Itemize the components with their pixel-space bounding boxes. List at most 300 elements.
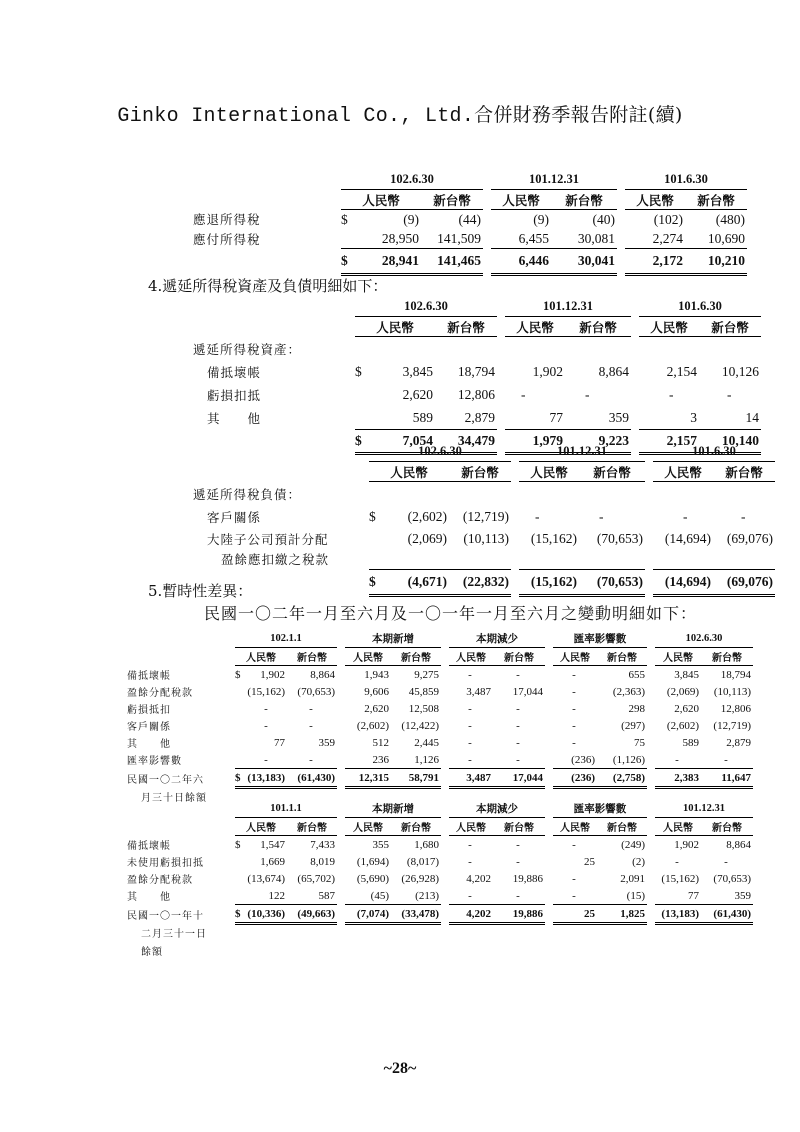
currency-header: 人民幣 [449,648,493,666]
cell-value: 2,620 [364,702,389,715]
total-value: 141,465 [421,249,483,275]
dollar-sign: $ [369,509,376,524]
cell-value: (9) [403,211,419,227]
table-row [127,870,753,887]
total-row [127,905,753,924]
section-5-heading: 5.暫時性差異： [148,582,253,600]
row-label: 未使用虧損扣抵 [127,858,204,869]
currency-header: 人民幣 [505,317,565,337]
row-label: 備抵壞帳 [127,840,171,852]
row-label: 大陸子公司預計分配 [207,532,329,547]
total-value: 2,383 [655,769,701,788]
cell-value: - [727,387,732,402]
cell-value: 355 [372,838,389,851]
dollar-sign: $ [235,905,247,924]
cell-value: (70,653) [713,872,751,885]
group-label: 遞延所得稅資產： [193,341,302,357]
row-label: 虧損抵扣 [127,705,171,716]
cell-value: (2,602) [666,719,699,732]
total-value: 17,044 [493,769,545,788]
currency-header: 人民幣 [235,818,287,836]
cell-value: 19,886 [512,872,543,885]
table-row [193,229,747,249]
currency-header: 新台幣 [579,462,645,482]
row-label: 盈餘應扣繳之稅款 [221,552,330,568]
total-label: 二月三十一日 [141,929,207,941]
cell-value: 18,794 [457,364,495,379]
cell-value: - [572,685,576,698]
cell-value: 30,081 [551,229,617,249]
deferred-tax-liabilities-table [193,442,775,597]
currency-header: 新台幣 [391,818,441,836]
cell-value: (2,363) [612,685,645,698]
cell-value: (12,719) [713,719,751,732]
cell-value: (2,602) [407,509,447,524]
group-header: 本期新增 [345,800,441,818]
total-value: (7,074) [345,905,391,924]
table-row [193,550,775,570]
table-row [193,210,747,230]
total-value: 11,647 [701,769,753,788]
cell-value: 3 [639,407,699,430]
group-header: 本期減少 [449,800,545,818]
cell-value: (70,653) [297,685,335,698]
cell-value: 2,620 [674,702,699,715]
cell-value: - [493,887,545,905]
cell-value: 655 [628,668,645,681]
cell-value: 2,620 [402,387,433,402]
temporary-differences-table-102 [127,630,753,806]
cell-value: 77 [655,887,701,905]
period-header: 102.6.30 [369,442,511,462]
cell-value: - [449,887,493,905]
currency-header-row [193,190,747,210]
cell-value: (70,653) [596,531,643,546]
table-row [193,506,775,529]
total-row [127,769,753,788]
currency-header: 新台幣 [287,648,337,666]
currency-header: 人民幣 [345,818,391,836]
cell-value: - [553,887,597,905]
table-row [127,887,753,905]
table-row [193,529,775,550]
table-row [127,666,753,684]
cell-value: (2,069) [666,685,699,698]
currency-header: 新台幣 [685,190,747,210]
cell-value: - [516,838,520,851]
cell-value: 77 [505,407,565,430]
row-label: 備抵壞帳 [127,670,171,682]
currency-header: 新台幣 [597,648,647,666]
currency-header: 新台幣 [701,648,753,666]
cell-value: - [701,751,753,769]
row-label: 其 他 [127,739,171,750]
cell-value: - [599,509,604,524]
period-header-row [193,297,761,317]
group-header: 匯率影響數 [553,630,647,648]
total-value: (61,430) [287,769,337,788]
cell-value: 589 [682,736,699,749]
total-label: 民國一〇一年十 [127,910,204,922]
total-value: 7,054 [367,430,435,454]
total-value: (15,162) [519,569,579,595]
cell-value: - [572,702,576,715]
currency-header: 新台幣 [421,190,483,210]
currency-header: 人民幣 [639,317,699,337]
cell-value: 12,806 [720,702,751,715]
currency-header: 新台幣 [493,648,545,666]
cell-value: (2) [632,855,645,868]
total-value: (14,694) [653,569,713,595]
cell-value: 12,508 [408,702,439,715]
group-header: 102.1.1 [235,630,337,648]
currency-header: 新台幣 [597,818,647,836]
row-label: 盈餘分配稅款 [127,875,193,886]
currency-header: 人民幣 [341,190,421,210]
cell-value: 2,879 [435,407,497,430]
cell-value: - [468,838,472,851]
cell-value: 7,433 [310,838,335,851]
total-value: 4,202 [449,905,493,924]
cell-value: (44) [458,211,481,227]
total-value: (2,758) [597,769,647,788]
total-value: 2,172 [625,249,685,275]
cell-value: 1,902 [532,364,563,379]
cell-value: 359 [701,887,753,905]
cell-value: - [675,855,679,868]
currency-header: 人民幣 [491,190,551,210]
currency-header-row [127,648,753,666]
cell-value: 141,509 [421,229,483,249]
cell-value: - [468,668,472,681]
cell-value: - [264,719,268,732]
total-value: (236) [553,769,597,788]
title-chinese: 合併財務季報告附註(續) [474,104,683,126]
cell-value: 17,044 [512,685,543,698]
cell-value: - [247,751,287,769]
cell-value: (12,719) [462,509,509,524]
currency-header: 人民幣 [655,648,701,666]
period-header-row [193,170,747,190]
cell-value: - [572,719,576,732]
total-value: (69,076) [713,569,775,595]
period-header-row [193,442,775,462]
currency-header: 人民幣 [369,462,449,482]
cell-value: (1,694) [356,855,389,868]
total-value: 3,487 [449,769,493,788]
total-row [193,569,775,595]
group-header: 101.1.1 [235,800,337,818]
cell-value: 512 [372,736,389,749]
period-header: 101.6.30 [639,297,761,317]
cell-value: - [516,736,520,749]
cell-value: 2,879 [726,736,751,749]
cell-value: (236) [553,751,597,769]
total-value: (33,478) [391,905,441,924]
row-label: 其 他 [207,411,262,426]
deferred-tax-assets-table [193,297,761,455]
cell-value: - [264,702,268,715]
cell-value: - [516,702,520,715]
cell-value: (14,694) [664,531,711,546]
cell-value: 9,606 [364,685,389,698]
period-header: 102.6.30 [341,170,483,190]
cell-value: 1,680 [414,838,439,851]
dollar-sign: $ [355,364,362,379]
cell-value: 3,845 [402,364,433,379]
currency-header: 人民幣 [355,317,435,337]
cell-value: 1,547 [260,838,285,851]
dollar-sign: $ [235,838,241,851]
total-label-row [127,942,753,959]
title-english: Ginko International Co., Ltd. [117,105,475,128]
row-label: 應付所得稅 [193,231,261,247]
cell-value: (9) [533,211,549,227]
period-header: 101.6.30 [625,170,747,190]
cell-value: - [493,751,545,769]
total-value: 30,041 [551,249,617,275]
row-label: 應退所得稅 [193,212,261,228]
total-value: 34,479 [435,430,497,454]
currency-header: 人民幣 [625,190,685,210]
cell-value: 2,091 [620,872,645,885]
cell-value: 45,859 [408,685,439,698]
total-value: (22,832) [449,569,511,595]
cell-value: 10,126 [721,364,759,379]
table-row [193,361,761,384]
dollar-sign: $ [341,211,348,227]
total-value: 1,979 [505,430,565,454]
group-header: 102.6.30 [655,630,753,648]
cell-value: 1,943 [364,668,389,681]
cell-value: (12,422) [401,719,439,732]
row-label: 備抵壞帳 [207,365,262,380]
cell-value: - [683,509,688,524]
total-value: (10,336) [247,905,287,924]
cell-value: - [585,387,590,402]
total-label-row [127,924,753,943]
total-value: 19,886 [493,905,545,924]
row-label: 盈餘分配稅款 [127,688,193,699]
group-label-row [193,337,761,361]
total-label: 月三十日餘額 [141,793,207,805]
table-row [127,700,753,717]
period-header: 102.6.30 [355,297,497,317]
row-label: 客戶關係 [207,510,262,525]
cell-value: 14 [699,407,761,430]
cell-value: 1,669 [260,855,285,868]
table-row [127,734,753,751]
cell-value: 8,864 [726,838,751,851]
dollar-sign: $ [341,249,353,275]
cell-value: 2,154 [666,364,697,379]
cell-value: - [309,719,313,732]
cell-value: 8,019 [310,855,335,868]
total-value: 58,791 [391,769,441,788]
cell-value: 25 [584,855,595,868]
currency-header: 人民幣 [235,648,287,666]
cell-value: (297) [621,719,645,732]
cell-value: 12,806 [457,387,495,402]
cell-value: 122 [247,887,287,905]
currency-header: 新台幣 [391,648,441,666]
total-value: 2,157 [639,430,699,454]
currency-header: 新台幣 [699,317,761,337]
currency-header: 新台幣 [493,818,545,836]
cell-value: - [516,668,520,681]
currency-header: 人民幣 [553,648,597,666]
total-value: 6,446 [491,249,551,275]
total-value: 9,223 [565,430,631,454]
currency-header: 新台幣 [449,462,511,482]
cell-value: (65,702) [297,872,335,885]
currency-header: 人民幣 [553,818,597,836]
total-value: (13,183) [247,769,287,788]
cell-value: - [516,855,520,868]
period-header: 101.6.30 [653,442,775,462]
table-row [127,751,753,769]
cell-value: (102) [653,211,683,227]
income-tax-table [193,170,747,276]
cell-value: - [449,751,493,769]
cell-value: - [516,719,520,732]
cell-value: 9,275 [414,668,439,681]
total-value: (13,183) [655,905,701,924]
group-header-row [127,800,753,818]
cell-value: 589 [367,407,435,430]
total-label: 餘額 [141,947,163,958]
cell-value: 4,202 [466,872,491,885]
cell-value: (13,674) [247,872,285,885]
total-value: (49,663) [287,905,337,924]
dollar-sign: $ [235,769,247,788]
row-label: 其 他 [127,892,171,904]
total-value: (61,430) [701,905,753,924]
cell-value: (15,162) [530,531,577,546]
total-value: 12,315 [345,769,391,788]
period-header: 101.12.31 [519,442,645,462]
temporary-differences-table-101 [127,800,753,959]
currency-header: 新台幣 [713,462,775,482]
cell-value: (10,113) [713,685,751,698]
cell-value: 8,864 [598,364,629,379]
section-5-subheading: 民國一〇二年一月至六月及一〇一年一月至六月之變動明細如下： [204,604,698,623]
cell-value: (2,069) [407,531,447,546]
cell-value: - [572,838,576,851]
cell-value: (213) [391,887,441,905]
cell-value: - [468,719,472,732]
table-row [127,853,753,870]
total-label: 民國一〇二年六 [127,774,204,786]
dollar-sign: $ [355,430,367,454]
cell-value: 6,455 [491,229,551,249]
cell-value: (69,076) [726,531,773,546]
group-header: 101.12.31 [655,800,753,818]
cell-value: - [572,668,576,681]
cell-value: 236 [345,751,391,769]
dollar-sign: $ [235,668,241,681]
cell-value: 587 [287,887,337,905]
currency-header: 人民幣 [655,818,701,836]
cell-value: (45) [345,887,391,905]
cell-value: 3,845 [674,668,699,681]
total-value: 28,941 [353,249,421,275]
table-row [193,407,761,430]
cell-value: (480) [715,211,745,227]
group-label: 遞延所得稅負債： [193,486,302,502]
cell-value: 3,487 [466,685,491,698]
currency-header-row [193,462,775,482]
dollar-sign: $ [369,569,381,595]
cell-value: (5,690) [356,872,389,885]
section-4-heading: 4.遞延所得稅資產及負債明細如下： [148,277,388,295]
row-label: 客戶關係 [127,722,171,733]
cell-value: - [741,509,746,524]
cell-value: 75 [634,736,645,749]
cell-value: (1,126) [597,751,647,769]
table-row [193,384,761,407]
cell-value: 10,690 [685,229,747,249]
cell-value: (26,928) [401,872,439,885]
cell-value: - [572,872,576,885]
period-header: 101.12.31 [491,170,617,190]
currency-header: 人民幣 [345,648,391,666]
cell-value: 2,274 [625,229,685,249]
currency-header: 人民幣 [519,462,579,482]
cell-value: - [521,387,526,402]
cell-value: 8,864 [310,668,335,681]
total-value: 10,140 [699,430,761,454]
currency-header: 人民幣 [449,818,493,836]
table-row [127,683,753,700]
cell-value: - [655,751,701,769]
cell-value: 359 [318,736,335,749]
currency-header-row [193,317,761,337]
cell-value: - [468,702,472,715]
cell-value: (249) [621,838,645,851]
cell-value: 2,445 [414,736,439,749]
cell-value: - [468,736,472,749]
cell-value: - [669,387,674,402]
page-title [0,100,800,128]
group-header: 匯率影響數 [553,800,647,818]
total-row [193,249,747,275]
currency-header: 新台幣 [701,818,753,836]
cell-value: 1,902 [260,668,285,681]
currency-header: 人民幣 [653,462,713,482]
total-value: (4,671) [381,569,449,595]
currency-header: 新台幣 [287,818,337,836]
total-value: 10,210 [685,249,747,275]
cell-value: 18,794 [720,668,751,681]
cell-value: - [309,702,313,715]
currency-header: 新台幣 [551,190,617,210]
cell-value: - [572,736,576,749]
currency-header: 新台幣 [435,317,497,337]
cell-value: - [468,855,472,868]
total-value: 25 [553,905,597,924]
cell-value: (2,602) [356,719,389,732]
row-label: 匯率影響數 [127,756,182,768]
cell-value: 1,902 [674,838,699,851]
cell-value: (15,162) [247,685,285,698]
cell-value: (40) [592,211,615,227]
table-row [127,717,753,734]
cell-value: - [535,509,540,524]
currency-header-row [127,818,753,836]
cell-value: 298 [628,702,645,715]
period-header: 101.12.31 [505,297,631,317]
